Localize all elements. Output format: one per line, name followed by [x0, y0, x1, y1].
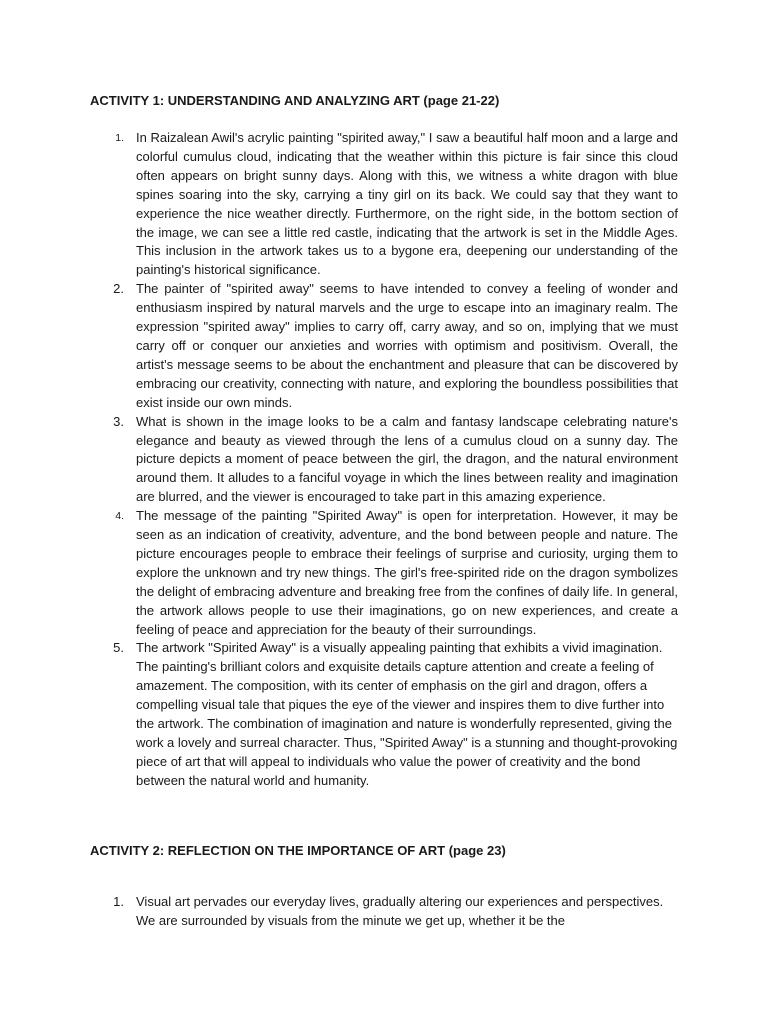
list-item-number: 2.	[113, 281, 124, 297]
list-item-number: 5.	[113, 640, 124, 656]
list-item-text: What is shown in the image looks to be a calm and fantasy landscape celebrating nature's elegance and beauty as viewed through the lens of a cumulus cloud on a sunny day. The picture depicts a moment of peace between the girl, the dragon, and the natural environment around them. It alludes to a fanciful voyage in which the lines between reality and imagination are blurred, and the viewer is encouraged to take part in this amazing experience.	[136, 413, 678, 505]
list-item-text: The message of the painting "Spirited Away" is open for interpretation. However, it may be seen as an indication of creativity, adventure, and the bond between people and nature. The picture encourages people to embrace their feelings of surprise and curiosity, urging them to explore the unknown and try new things. The girl's free-spirited ride on the dragon symbolizes the delight of embracing adventure and breaking free from the confines of daily life. In general, the artwork allows people to use their imaginations, go on new experiences, and create a feeling of peace and appreciation for the beauty of their surroundings.	[136, 508, 678, 637]
list-item-number: 3.	[113, 413, 124, 429]
activity-1-heading: ACTIVITY 1: UNDERSTANDING AND ANALYZING ART (page 21-22)	[90, 93, 500, 108]
list-item-text: The painter of "spirited away" seems to have intended to convey a feeling of wonder and enthusiasm inspired by natural marvels and the urge to escape into an imaginary realm. The expression "spirited away" implies to carry off, carry away, and so on, implying that we must carry off or conquer our anxieties and worries with optimism and positivism. Overall, the artist's message seems to be about the enchantment and pleasure that can be discovered by embracing our creativity, connecting with nature, and exploring the boundless possibilities that exist inside our own minds.	[136, 281, 678, 410]
activity-2-heading: ACTIVITY 2: REFLECTION ON THE IMPORTANCE OF ART (page 23)	[90, 843, 506, 858]
list-item	[0, 413, 678, 508]
list-item	[0, 893, 678, 931]
list-item	[0, 129, 678, 280]
list-item-text: The artwork "Spirited Away" is a visually appealing painting that exhibits a vivid imagination. The painting's brilliant colors and exquisite details capture attention and create a feeling of amazement. The composition, with its center of emphasis on the girl and dragon, offers a compelling visual tale that piques the eye of the viewer and inspires them to dive further into the artwork. The combination of imagination and nature is wonderfully represented, giving the work a lovely and surreal character. Thus, "Spirited Away" is a stunning and thought-provoking piece of art that will appeal to individuals who value the power of creativity and the bond between the natural world and humanity.	[136, 640, 678, 788]
list-item-text: In Raizalean Awil's acrylic painting "spirited away," I saw a beautiful half moon and a large and colorful cumulus cloud, indicating that the weather within this picture is fair since this cloud often appears on bright sunny days. Along with this, we witness a white dragon with blue spines soaring into the sky, carrying a tiny girl on its back. We could say that they want to experience the nice weather directly. Furthermore, on the right side, in the bottom section of the image, we can see a little red castle, indicating that the artwork is set in the Middle Ages. This inclusion in the artwork takes us to a bygone era, deepening our understanding of the painting's historical significance.	[136, 130, 678, 278]
list-item	[0, 639, 678, 790]
list-item-number: 1.	[113, 894, 124, 909]
list-item	[0, 280, 678, 412]
activity-2-list	[0, 893, 768, 931]
list-item-number: 4.	[115, 510, 124, 523]
list-item-text: Visual art pervades our everyday lives, gradually altering our experiences and perspectives. We are surrounded by visuals from the minute we get up, whether it be the	[136, 894, 664, 928]
activity-1-list	[0, 129, 768, 791]
list-item-number: 1.	[115, 132, 124, 144]
list-item	[0, 507, 678, 639]
